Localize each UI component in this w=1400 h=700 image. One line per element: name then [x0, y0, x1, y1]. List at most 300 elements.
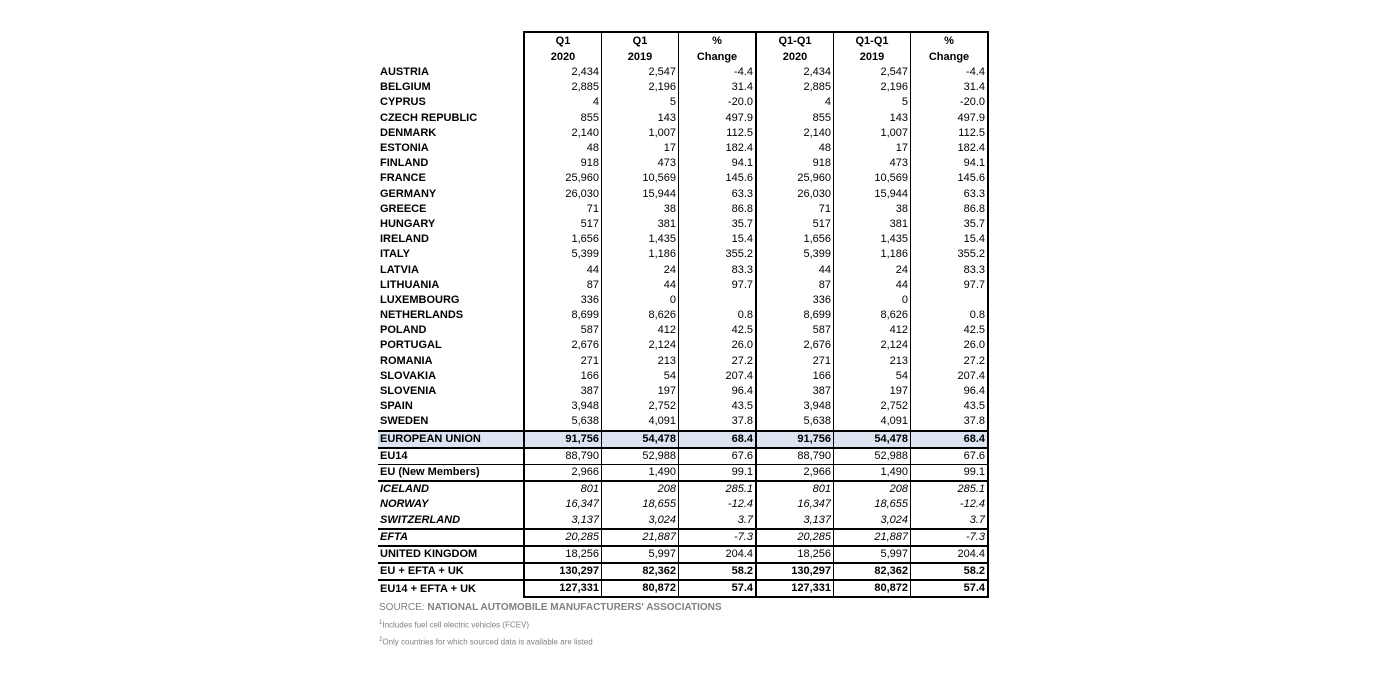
cell-change-ytd: 112.5	[911, 126, 989, 141]
footnote-1-marker: 1	[379, 620, 383, 627]
cell-q1-2020: 127,331	[524, 580, 602, 597]
cell-q1-2019: 0	[602, 293, 679, 308]
cell-ytd-2019: 17	[834, 141, 911, 156]
cell-q1-2019: 17	[602, 141, 679, 156]
header-ytd-2019-year: 2019	[834, 49, 911, 65]
cell-q1-2020: 336	[524, 293, 602, 308]
cell-ytd-2020: 2,885	[756, 80, 834, 95]
table-row	[378, 308, 988, 323]
cell-q1-2019: 1,435	[602, 232, 679, 247]
cell-ytd-2019: 54	[834, 369, 911, 384]
cell-change-q1: 37.8	[679, 414, 757, 430]
cell-q1-2020: 2,676	[524, 338, 602, 353]
cell-ytd-2020: 2,140	[756, 126, 834, 141]
cell-q1-2019: 2,196	[602, 80, 679, 95]
header-row-2	[378, 49, 988, 65]
cell-q1-2019: 80,872	[602, 580, 679, 597]
cell-ytd-2019: 2,196	[834, 80, 911, 95]
table-row	[378, 111, 988, 126]
table-row	[378, 247, 988, 262]
cell-q1-2020: 5,399	[524, 247, 602, 262]
row-label: SWITZERLAND	[380, 513, 461, 526]
cell-ytd-2019: 1,186	[834, 247, 911, 262]
row-label: AUSTRIA	[380, 66, 429, 79]
cell-change-q1: 42.5	[679, 323, 757, 338]
cell-q1-2019: 1,490	[602, 464, 679, 481]
row-label: FINLAND	[380, 157, 429, 170]
source-line	[379, 602, 989, 613]
header-q1-2019: Q1	[602, 32, 679, 49]
row-label: DENMARK	[380, 126, 437, 139]
row-label: BELGIUM	[380, 81, 431, 94]
table-row	[378, 141, 988, 156]
cell-ytd-2020: 87	[756, 278, 834, 293]
cell-ytd-2019: 381	[834, 217, 911, 232]
cell-q1-2019: 44	[602, 278, 679, 293]
cell-change-ytd: 96.4	[911, 384, 989, 399]
cell-change-ytd: -20.0	[911, 95, 989, 110]
cell-change-q1: 97.7	[679, 278, 757, 293]
table-row	[378, 546, 988, 563]
cell-change-ytd: 58.2	[911, 563, 989, 580]
cell-ytd-2019: 15,944	[834, 187, 911, 202]
row-label: LUXEMBOURG	[380, 293, 460, 306]
row-label: PORTUGAL	[380, 339, 442, 352]
table-row	[378, 529, 988, 546]
cell-ytd-2019: 24	[834, 262, 911, 277]
cell-change-q1: 63.3	[679, 187, 757, 202]
cell-q1-2019: 4,091	[602, 414, 679, 430]
table-row	[378, 369, 988, 384]
table-row	[378, 95, 988, 110]
cell-change-ytd: 27.2	[911, 354, 989, 369]
table-row	[378, 563, 988, 580]
cell-q1-2020: 130,297	[524, 563, 602, 580]
cell-change-q1: 99.1	[679, 464, 757, 481]
table-row	[378, 278, 988, 293]
cell-ytd-2020: 517	[756, 217, 834, 232]
cell-ytd-2020: 5,399	[756, 247, 834, 262]
cell-ytd-2019: 2,124	[834, 338, 911, 353]
cell-change-ytd: 285.1	[911, 481, 989, 497]
cell-q1-2019: 10,569	[602, 171, 679, 186]
cell-ytd-2020: 587	[756, 323, 834, 338]
table-row	[378, 217, 988, 232]
cell-q1-2019: 82,362	[602, 563, 679, 580]
table-row	[378, 187, 988, 202]
cell-q1-2019: 197	[602, 384, 679, 399]
row-label: SWEDEN	[380, 415, 429, 428]
cell-ytd-2020: 25,960	[756, 171, 834, 186]
cell-change-q1: 3.7	[679, 512, 757, 528]
cell-ytd-2020: 8,699	[756, 308, 834, 323]
cell-change-ytd: -12.4	[911, 497, 989, 512]
table-row	[378, 464, 988, 481]
cell-ytd-2020: 16,347	[756, 497, 834, 512]
table-row	[378, 431, 988, 448]
cell-ytd-2020: 801	[756, 481, 834, 497]
table-row	[378, 80, 988, 95]
cell-change-ytd: 83.3	[911, 262, 989, 277]
table-row	[378, 384, 988, 399]
cell-q1-2019: 24	[602, 262, 679, 277]
source-text: NATIONAL AUTOMOBILE MANUFACTURERS' ASSOCIATIONS	[427, 602, 722, 614]
cell-q1-2019: 3,024	[602, 512, 679, 528]
table-row	[378, 323, 988, 338]
cell-change-ytd: 15.4	[911, 232, 989, 247]
table-row	[378, 338, 988, 353]
cell-q1-2020: 3,948	[524, 399, 602, 414]
cell-change-ytd: 63.3	[911, 187, 989, 202]
cell-q1-2020: 26,030	[524, 187, 602, 202]
cell-q1-2020: 3,137	[524, 512, 602, 528]
cell-q1-2020: 587	[524, 323, 602, 338]
row-label: IRELAND	[380, 233, 429, 246]
row-label: UNITED KINGDOM	[378, 546, 524, 563]
cell-ytd-2019: 0	[834, 293, 911, 308]
cell-ytd-2020: 88,790	[756, 448, 834, 465]
row-label: EU (New Members)	[378, 464, 524, 481]
cell-q1-2019: 21,887	[602, 529, 679, 546]
cell-q1-2020: 4	[524, 95, 602, 110]
registrations-table	[378, 31, 989, 598]
cell-ytd-2020: 2,676	[756, 338, 834, 353]
cell-q1-2019: 54,478	[602, 431, 679, 448]
cell-q1-2020: 44	[524, 262, 602, 277]
table-row	[378, 580, 988, 597]
table-row	[378, 171, 988, 186]
cell-q1-2020: 2,140	[524, 126, 602, 141]
cell-change-ytd: 37.8	[911, 414, 989, 430]
cell-ytd-2020: 5,638	[756, 414, 834, 430]
row-label: CYPRUS	[380, 96, 426, 109]
cell-change-ytd: 35.7	[911, 217, 989, 232]
cell-change-ytd: 94.1	[911, 156, 989, 171]
cell-change-ytd: 207.4	[911, 369, 989, 384]
cell-ytd-2020: 4	[756, 95, 834, 110]
cell-ytd-2019: 2,752	[834, 399, 911, 414]
header-ytd-2019: Q1-Q1	[834, 32, 911, 49]
cell-change-q1: 145.6	[679, 171, 757, 186]
row-label: SPAIN	[380, 400, 413, 413]
cell-ytd-2020: 336	[756, 293, 834, 308]
cell-q1-2020: 801	[524, 481, 602, 497]
cell-q1-2019: 2,124	[602, 338, 679, 353]
cell-q1-2019: 54	[602, 369, 679, 384]
table-row	[378, 293, 988, 308]
header-q1-2020-year: 2020	[524, 49, 602, 65]
cell-q1-2020: 2,966	[524, 464, 602, 481]
cell-change-ytd: 42.5	[911, 323, 989, 338]
table-row	[378, 512, 988, 528]
cell-q1-2020: 8,699	[524, 308, 602, 323]
row-label: HUNGARY	[380, 217, 436, 230]
cell-ytd-2019: 1,007	[834, 126, 911, 141]
cell-ytd-2020: 71	[756, 202, 834, 217]
cell-ytd-2020: 26,030	[756, 187, 834, 202]
cell-change-ytd: -4.4	[911, 65, 989, 80]
cell-ytd-2019: 21,887	[834, 529, 911, 546]
table-row	[378, 202, 988, 217]
cell-ytd-2019: 197	[834, 384, 911, 399]
cell-change-q1: -12.4	[679, 497, 757, 512]
cell-change-ytd: -7.3	[911, 529, 989, 546]
cell-change-ytd: 86.8	[911, 202, 989, 217]
cell-q1-2020: 91,756	[524, 431, 602, 448]
cell-change-ytd: 497.9	[911, 111, 989, 126]
cell-ytd-2019: 412	[834, 323, 911, 338]
cell-q1-2019: 15,944	[602, 187, 679, 202]
cell-change-ytd: 26.0	[911, 338, 989, 353]
cell-change-q1: 355.2	[679, 247, 757, 262]
cell-change-ytd: 31.4	[911, 80, 989, 95]
cell-change-q1	[679, 293, 757, 308]
cell-ytd-2019: 8,626	[834, 308, 911, 323]
cell-ytd-2019: 143	[834, 111, 911, 126]
table-row	[378, 156, 988, 171]
cell-q1-2019: 473	[602, 156, 679, 171]
cell-q1-2019: 208	[602, 481, 679, 497]
cell-change-q1: 31.4	[679, 80, 757, 95]
cell-q1-2020: 5,638	[524, 414, 602, 430]
cell-q1-2020: 71	[524, 202, 602, 217]
table-row	[378, 448, 988, 465]
cell-change-q1: 83.3	[679, 262, 757, 277]
header-ytd-2020: Q1-Q1	[756, 32, 834, 49]
cell-q1-2019: 412	[602, 323, 679, 338]
cell-ytd-2020: 91,756	[756, 431, 834, 448]
cell-ytd-2019: 213	[834, 354, 911, 369]
cell-q1-2020: 87	[524, 278, 602, 293]
cell-change-ytd	[911, 293, 989, 308]
row-label: GREECE	[380, 202, 427, 215]
cell-ytd-2020: 271	[756, 354, 834, 369]
cell-ytd-2020: 20,285	[756, 529, 834, 546]
cell-ytd-2020: 48	[756, 141, 834, 156]
cell-ytd-2020: 3,948	[756, 399, 834, 414]
cell-change-q1: 86.8	[679, 202, 757, 217]
table-row	[378, 497, 988, 512]
cell-change-ytd: 0.8	[911, 308, 989, 323]
row-label: EFTA	[378, 529, 524, 546]
cell-ytd-2020: 387	[756, 384, 834, 399]
table-row	[378, 414, 988, 430]
cell-ytd-2019: 1,490	[834, 464, 911, 481]
cell-ytd-2020: 3,137	[756, 512, 834, 528]
row-label: CZECH REPUBLIC	[380, 111, 478, 124]
cell-ytd-2019: 54,478	[834, 431, 911, 448]
table-row	[378, 354, 988, 369]
cell-change-ytd: 43.5	[911, 399, 989, 414]
cell-change-ytd: 57.4	[911, 580, 989, 597]
cell-change-q1: 182.4	[679, 141, 757, 156]
cell-ytd-2019: 5	[834, 95, 911, 110]
cell-ytd-2020: 130,297	[756, 563, 834, 580]
cell-change-q1: 15.4	[679, 232, 757, 247]
cell-ytd-2019: 208	[834, 481, 911, 497]
cell-ytd-2019: 52,988	[834, 448, 911, 465]
cell-q1-2019: 52,988	[602, 448, 679, 465]
cell-change-ytd: 99.1	[911, 464, 989, 481]
cell-q1-2020: 88,790	[524, 448, 602, 465]
cell-change-q1: 57.4	[679, 580, 757, 597]
cell-change-q1: 96.4	[679, 384, 757, 399]
footnote-2-text: Only countries for which sourced data is available are listed	[382, 637, 593, 647]
cell-change-q1: 43.5	[679, 399, 757, 414]
cell-change-q1: 497.9	[679, 111, 757, 126]
cell-q1-2020: 2,434	[524, 65, 602, 80]
row-label: EU14	[378, 448, 524, 465]
table-body	[378, 32, 988, 597]
cell-q1-2020: 25,960	[524, 171, 602, 186]
cell-q1-2020: 517	[524, 217, 602, 232]
cell-ytd-2019: 2,547	[834, 65, 911, 80]
cell-ytd-2019: 82,362	[834, 563, 911, 580]
row-label: NORWAY	[380, 498, 429, 511]
header-change-q1: %	[679, 32, 757, 49]
cell-change-q1: 204.4	[679, 546, 757, 563]
cell-q1-2020: 16,347	[524, 497, 602, 512]
header-corner	[378, 32, 524, 49]
header-change-ytd: %	[911, 32, 989, 49]
source-prefix: SOURCE:	[379, 602, 428, 614]
cell-q1-2019: 5,997	[602, 546, 679, 563]
row-label: NETHERLANDS	[380, 309, 464, 322]
cell-ytd-2019: 44	[834, 278, 911, 293]
cell-q1-2019: 1,186	[602, 247, 679, 262]
cell-q1-2019: 213	[602, 354, 679, 369]
row-label: SLOVENIA	[380, 385, 437, 398]
cell-q1-2019: 2,547	[602, 65, 679, 80]
cell-q1-2020: 48	[524, 141, 602, 156]
cell-ytd-2019: 38	[834, 202, 911, 217]
cell-ytd-2019: 5,997	[834, 546, 911, 563]
cell-change-ytd: 182.4	[911, 141, 989, 156]
row-label: FRANCE	[380, 172, 426, 185]
registrations-sheet	[378, 31, 989, 647]
cell-q1-2019: 8,626	[602, 308, 679, 323]
cell-ytd-2019: 4,091	[834, 414, 911, 430]
header-row-1	[378, 32, 988, 49]
footnote-2	[379, 637, 989, 647]
cell-ytd-2020: 44	[756, 262, 834, 277]
row-label: LATVIA	[380, 263, 419, 276]
row-label: ICELAND	[378, 481, 524, 497]
footnote-1	[379, 620, 989, 630]
cell-change-q1: 285.1	[679, 481, 757, 497]
table-row	[378, 481, 988, 497]
header-corner-2	[378, 49, 524, 65]
table-row	[378, 232, 988, 247]
header-q1-2020: Q1	[524, 32, 602, 49]
row-label: ROMANIA	[380, 354, 433, 367]
row-label: EU14 + EFTA + UK	[378, 580, 524, 597]
row-label: POLAND	[380, 324, 427, 337]
cell-change-q1: 68.4	[679, 431, 757, 448]
cell-ytd-2019: 1,435	[834, 232, 911, 247]
cell-change-q1: 26.0	[679, 338, 757, 353]
cell-change-ytd: 68.4	[911, 431, 989, 448]
cell-q1-2020: 918	[524, 156, 602, 171]
cell-q1-2019: 381	[602, 217, 679, 232]
footnote-2-marker: 2	[379, 637, 383, 644]
table-row	[378, 65, 988, 80]
table-row	[378, 399, 988, 414]
header-change-q1-label: Change	[679, 49, 757, 65]
cell-change-ytd: 204.4	[911, 546, 989, 563]
cell-change-q1: -7.3	[679, 529, 757, 546]
cell-change-q1: 58.2	[679, 563, 757, 580]
cell-change-q1: 207.4	[679, 369, 757, 384]
cell-change-ytd: 145.6	[911, 171, 989, 186]
cell-ytd-2020: 855	[756, 111, 834, 126]
cell-q1-2020: 855	[524, 111, 602, 126]
cell-ytd-2019: 3,024	[834, 512, 911, 528]
table-row	[378, 126, 988, 141]
cell-change-ytd: 3.7	[911, 512, 989, 528]
cell-ytd-2019: 10,569	[834, 171, 911, 186]
cell-change-q1: -20.0	[679, 95, 757, 110]
row-label: ESTONIA	[380, 142, 429, 155]
cell-ytd-2019: 473	[834, 156, 911, 171]
cell-change-ytd: 97.7	[911, 278, 989, 293]
table-row	[378, 262, 988, 277]
row-label: SLOVAKIA	[380, 369, 437, 382]
cell-change-q1: 67.6	[679, 448, 757, 465]
cell-change-q1: 0.8	[679, 308, 757, 323]
cell-q1-2020: 387	[524, 384, 602, 399]
cell-q1-2019: 1,007	[602, 126, 679, 141]
cell-change-ytd: 67.6	[911, 448, 989, 465]
cell-change-q1: -4.4	[679, 65, 757, 80]
header-change-ytd-label: Change	[911, 49, 989, 65]
cell-q1-2020: 271	[524, 354, 602, 369]
row-label: EUROPEAN UNION	[378, 431, 524, 448]
cell-q1-2019: 18,655	[602, 497, 679, 512]
cell-ytd-2019: 80,872	[834, 580, 911, 597]
row-label: GERMANY	[380, 187, 437, 200]
cell-change-q1: 112.5	[679, 126, 757, 141]
cell-ytd-2020: 2,966	[756, 464, 834, 481]
cell-change-q1: 35.7	[679, 217, 757, 232]
cell-ytd-2020: 166	[756, 369, 834, 384]
cell-q1-2020: 1,656	[524, 232, 602, 247]
cell-q1-2020: 2,885	[524, 80, 602, 95]
cell-q1-2020: 166	[524, 369, 602, 384]
cell-q1-2019: 5	[602, 95, 679, 110]
cell-q1-2019: 143	[602, 111, 679, 126]
header-ytd-2020-year: 2020	[756, 49, 834, 65]
cell-change-ytd: 355.2	[911, 247, 989, 262]
cell-q1-2019: 38	[602, 202, 679, 217]
cell-q1-2019: 2,752	[602, 399, 679, 414]
cell-ytd-2019: 18,655	[834, 497, 911, 512]
cell-ytd-2020: 918	[756, 156, 834, 171]
header-q1-2019-year: 2019	[602, 49, 679, 65]
cell-ytd-2020: 127,331	[756, 580, 834, 597]
row-label: LITHUANIA	[380, 278, 440, 291]
cell-change-q1: 94.1	[679, 156, 757, 171]
footnote-1-text: Includes fuel cell electric vehicles (FCEV)	[382, 621, 530, 631]
cell-q1-2020: 20,285	[524, 529, 602, 546]
row-label: ITALY	[380, 248, 410, 261]
row-label: EU + EFTA + UK	[378, 563, 524, 580]
cell-ytd-2020: 2,434	[756, 65, 834, 80]
cell-ytd-2020: 18,256	[756, 546, 834, 563]
cell-change-q1: 27.2	[679, 354, 757, 369]
cell-q1-2020: 18,256	[524, 546, 602, 563]
cell-ytd-2020: 1,656	[756, 232, 834, 247]
